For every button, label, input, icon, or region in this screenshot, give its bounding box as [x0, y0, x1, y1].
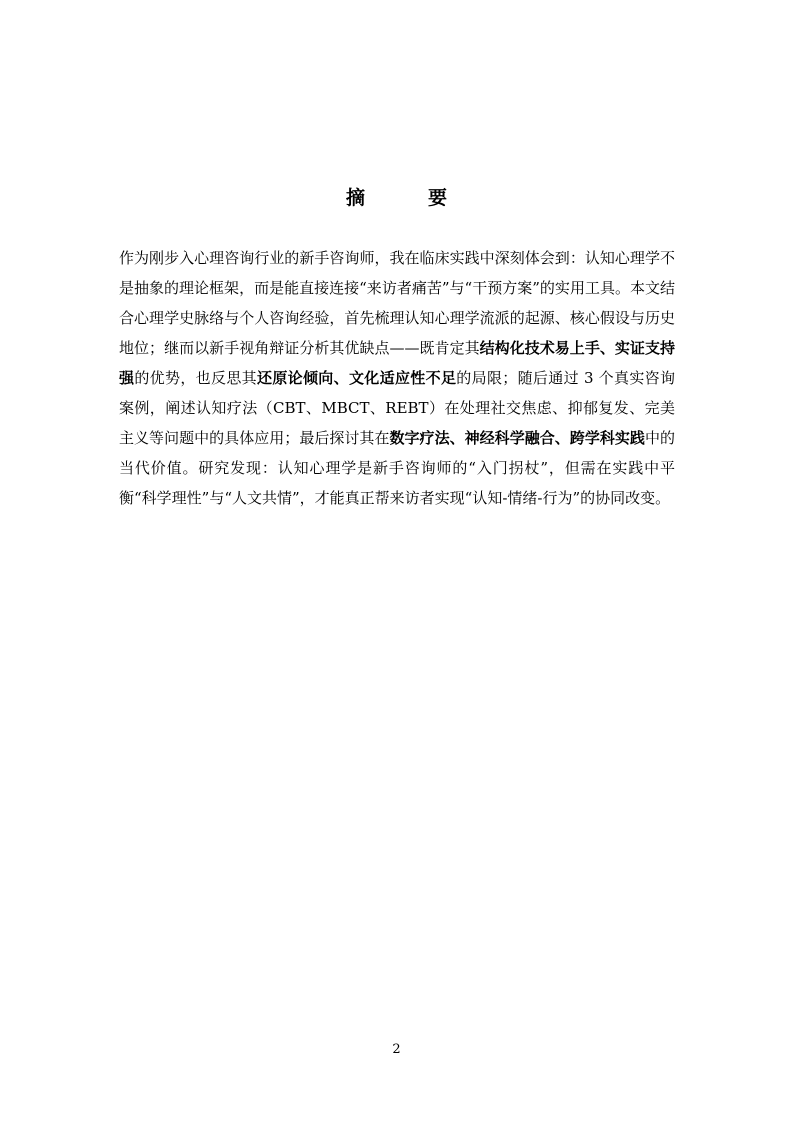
abstract-text-segment: 的局限；随后通过 3 个真实咨询案例，阐述认知疗法（CBT、MBCT、REBT）在处理社交焦虑、抑郁复发、完美主义等问题中的具体应用；最后探讨其在: [119, 369, 675, 447]
abstract-bold-segment: 数字疗法、神经科学融合、跨学科实践: [389, 429, 645, 447]
page-title: 摘 要: [345, 187, 469, 209]
abstract-text-segment: 的优势，也反思其: [134, 369, 257, 387]
abstract-bold-segment: 还原论倾向、文化适应性不足: [256, 369, 457, 387]
abstract-text-segment: 作为刚步入心理咨询行业的新手咨询师，我在临床实践中深刻体会到：认知心理学不是抽象的理论框架，而是能直接连接“来访者痛苦”与“干预方案”的实用工具。本文结合心理学史脉络与个人咨询经验，首先梳理认知心理学流派的起源、核心假设与历史地位；继而以新手视角辩证分析其优缺点——既肯定其: [119, 249, 675, 357]
page-number: 2: [392, 1042, 401, 1057]
abstract-paragraph: [119, 243, 675, 513]
abstract-bold-segment: 结构化技术易上手、实证支持强: [119, 339, 675, 387]
abstract-text-segment: 中的当代价值。研究发现：认知心理学是新手咨询师的“入门拐杖”，但需在实践中平衡“科学理性”与“人文共情”，才能真正帮来访者实现“认知-情绪-行为”的协同改变。: [119, 429, 675, 507]
